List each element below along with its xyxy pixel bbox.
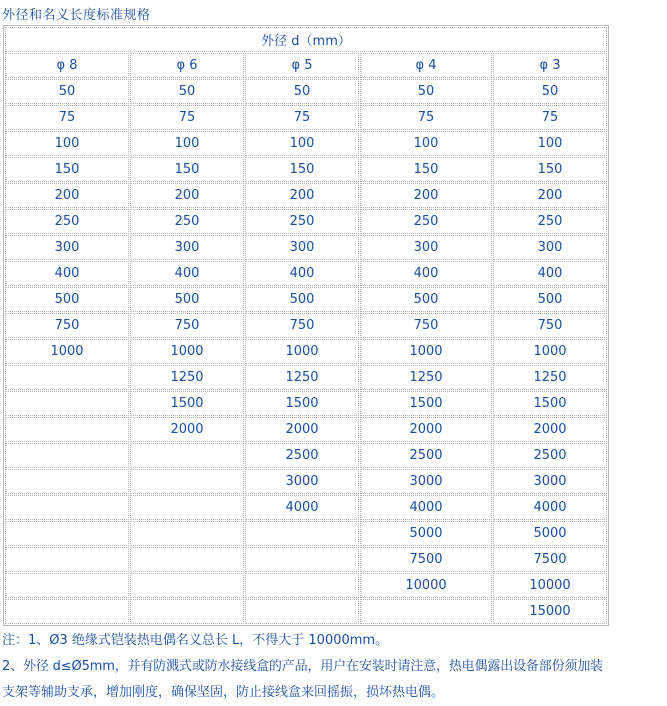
- table-cell: 300: [360, 235, 492, 260]
- table-row: [5, 547, 607, 572]
- table-row: [5, 521, 607, 546]
- table-cell: [130, 521, 244, 546]
- note-2: 2、外径 d≤Ø5mm，并有防溅式或防水接线盒的产品，用户在安装时请注意，热电偶露出设备部份须加装: [2, 659, 604, 674]
- table-cell: 1500: [130, 391, 244, 416]
- table-cell: 200: [493, 183, 607, 208]
- table-cell: 1500: [360, 391, 492, 416]
- table-cell: 400: [360, 261, 492, 286]
- table-row: [5, 79, 607, 104]
- table-cell: 5000: [360, 521, 492, 546]
- table-cell: 1000: [130, 339, 244, 364]
- table-cell: [5, 573, 129, 598]
- table-cell: 1000: [5, 339, 129, 364]
- table-cell: 3000: [360, 469, 492, 494]
- table-cell: 100: [493, 131, 607, 156]
- table-cell: 2000: [493, 417, 607, 442]
- table-cell: 100: [360, 131, 492, 156]
- table-cell: 50: [5, 79, 129, 104]
- table-cell: 2000: [130, 417, 244, 442]
- table-row: [5, 209, 607, 234]
- table-cell: [245, 599, 359, 624]
- table-cell: 400: [493, 261, 607, 286]
- table-cell: 2500: [493, 443, 607, 468]
- table-cell: 250: [493, 209, 607, 234]
- table-cell: [245, 521, 359, 546]
- table-row: [5, 313, 607, 338]
- table-cell: 2500: [360, 443, 492, 468]
- table-cell: 4000: [360, 495, 492, 520]
- table-cell: [5, 521, 129, 546]
- note-2-continued: 支架等辅助支承，增加刚度，确保坚固，防止接线盒来回摇振，损坏热电偶。: [2, 685, 445, 700]
- table-cell: [5, 417, 129, 442]
- table-cell: 750: [5, 313, 129, 338]
- table-cell: 1500: [245, 391, 359, 416]
- table-cell: 750: [245, 313, 359, 338]
- table-cell: [360, 599, 492, 624]
- table-cell: 400: [130, 261, 244, 286]
- table-row: [5, 261, 607, 286]
- table-cell: 75: [5, 105, 129, 130]
- table-cell: [130, 443, 244, 468]
- table-cell: 7500: [360, 547, 492, 572]
- table-cell: [130, 547, 244, 572]
- table-row: [5, 365, 607, 390]
- table-cell: 500: [5, 287, 129, 312]
- column-header-phi3: φ 3: [493, 53, 607, 78]
- table-cell: 200: [5, 183, 129, 208]
- table-cell: [5, 365, 129, 390]
- table-cell: 500: [493, 287, 607, 312]
- table-cell: 300: [245, 235, 359, 260]
- table-cell: 2000: [360, 417, 492, 442]
- table-row: [5, 105, 607, 130]
- table-cell: [5, 443, 129, 468]
- note-1: 注：1、Ø3 绝缘式铠装热电偶名义总长 L，不得大于 10000mm。: [2, 633, 389, 648]
- column-header-phi5: φ 5: [245, 53, 359, 78]
- table-cell: 10000: [493, 573, 607, 598]
- table-cell: 150: [130, 157, 244, 182]
- table-row: [5, 339, 607, 364]
- table-cell: 50: [493, 79, 607, 104]
- table-cell: 100: [5, 131, 129, 156]
- table-cell: 200: [360, 183, 492, 208]
- table-cell: 1000: [360, 339, 492, 364]
- table-cell: 200: [245, 183, 359, 208]
- table-row: [5, 183, 607, 208]
- notes: [2, 628, 666, 706]
- table-header-row: [5, 27, 607, 52]
- table-cell: 1500: [493, 391, 607, 416]
- table-cell: 250: [245, 209, 359, 234]
- column-header-row: [5, 53, 607, 78]
- table-cell: [5, 469, 129, 494]
- table-cell: 5000: [493, 521, 607, 546]
- table-cell: 1250: [493, 365, 607, 390]
- table-cell: 1250: [360, 365, 492, 390]
- table-cell: 400: [5, 261, 129, 286]
- table-cell: 150: [493, 157, 607, 182]
- table-row: [5, 573, 607, 598]
- table-row: [5, 287, 607, 312]
- table-cell: 3000: [245, 469, 359, 494]
- table-cell: 150: [245, 157, 359, 182]
- table-cell: 1250: [245, 365, 359, 390]
- table-row: [5, 157, 607, 182]
- page-title: 外径和名义长度标准规格: [2, 8, 151, 23]
- table-cell: 75: [360, 105, 492, 130]
- table-cell: 500: [360, 287, 492, 312]
- table-cell: 50: [245, 79, 359, 104]
- table-cell: 4000: [493, 495, 607, 520]
- table-cell: 10000: [360, 573, 492, 598]
- table-cell: [130, 469, 244, 494]
- table-cell: 750: [360, 313, 492, 338]
- table-cell: [5, 391, 129, 416]
- table-row: [5, 495, 607, 520]
- table-cell: 150: [5, 157, 129, 182]
- table-cell: 750: [493, 313, 607, 338]
- table-cell: 100: [245, 131, 359, 156]
- table-cell: 400: [245, 261, 359, 286]
- table-cell: [130, 573, 244, 598]
- table-cell: 4000: [245, 495, 359, 520]
- table-cell: 250: [360, 209, 492, 234]
- table-cell: 300: [130, 235, 244, 260]
- table-row: [5, 417, 607, 442]
- table-cell: 500: [245, 287, 359, 312]
- table-cell: 2000: [245, 417, 359, 442]
- table-header: 外径 d（mm）: [5, 27, 607, 52]
- table-cell: 50: [130, 79, 244, 104]
- spec-table: [3, 25, 609, 626]
- table-cell: 250: [5, 209, 129, 234]
- table-row: [5, 599, 607, 624]
- table-row: [5, 469, 607, 494]
- table-cell: 2500: [245, 443, 359, 468]
- table-cell: [130, 599, 244, 624]
- table-cell: 1250: [130, 365, 244, 390]
- table-cell: 3000: [493, 469, 607, 494]
- table-row: [5, 235, 607, 260]
- table-cell: 300: [493, 235, 607, 260]
- table-cell: 100: [130, 131, 244, 156]
- column-header-phi6: φ 6: [130, 53, 244, 78]
- table-cell: 75: [245, 105, 359, 130]
- column-header-phi8: φ 8: [5, 53, 129, 78]
- table-row: [5, 131, 607, 156]
- table-cell: 75: [130, 105, 244, 130]
- table-cell: 750: [130, 313, 244, 338]
- table-row: [5, 391, 607, 416]
- table-cell: 300: [5, 235, 129, 260]
- table-cell: [130, 495, 244, 520]
- table-cell: [245, 573, 359, 598]
- table-cell: [245, 547, 359, 572]
- table-cell: 50: [360, 79, 492, 104]
- table-cell: 150: [360, 157, 492, 182]
- table-cell: 500: [130, 287, 244, 312]
- table-row: [5, 443, 607, 468]
- table-cell: 7500: [493, 547, 607, 572]
- table-cell: 200: [130, 183, 244, 208]
- table-cell: 1000: [245, 339, 359, 364]
- table-cell: [5, 547, 129, 572]
- column-header-phi4: φ 4: [360, 53, 492, 78]
- table-cell: 1000: [493, 339, 607, 364]
- table-cell: 75: [493, 105, 607, 130]
- table-cell: [5, 599, 129, 624]
- table-cell: [5, 495, 129, 520]
- table-cell: 15000: [493, 599, 607, 624]
- table-cell: 250: [130, 209, 244, 234]
